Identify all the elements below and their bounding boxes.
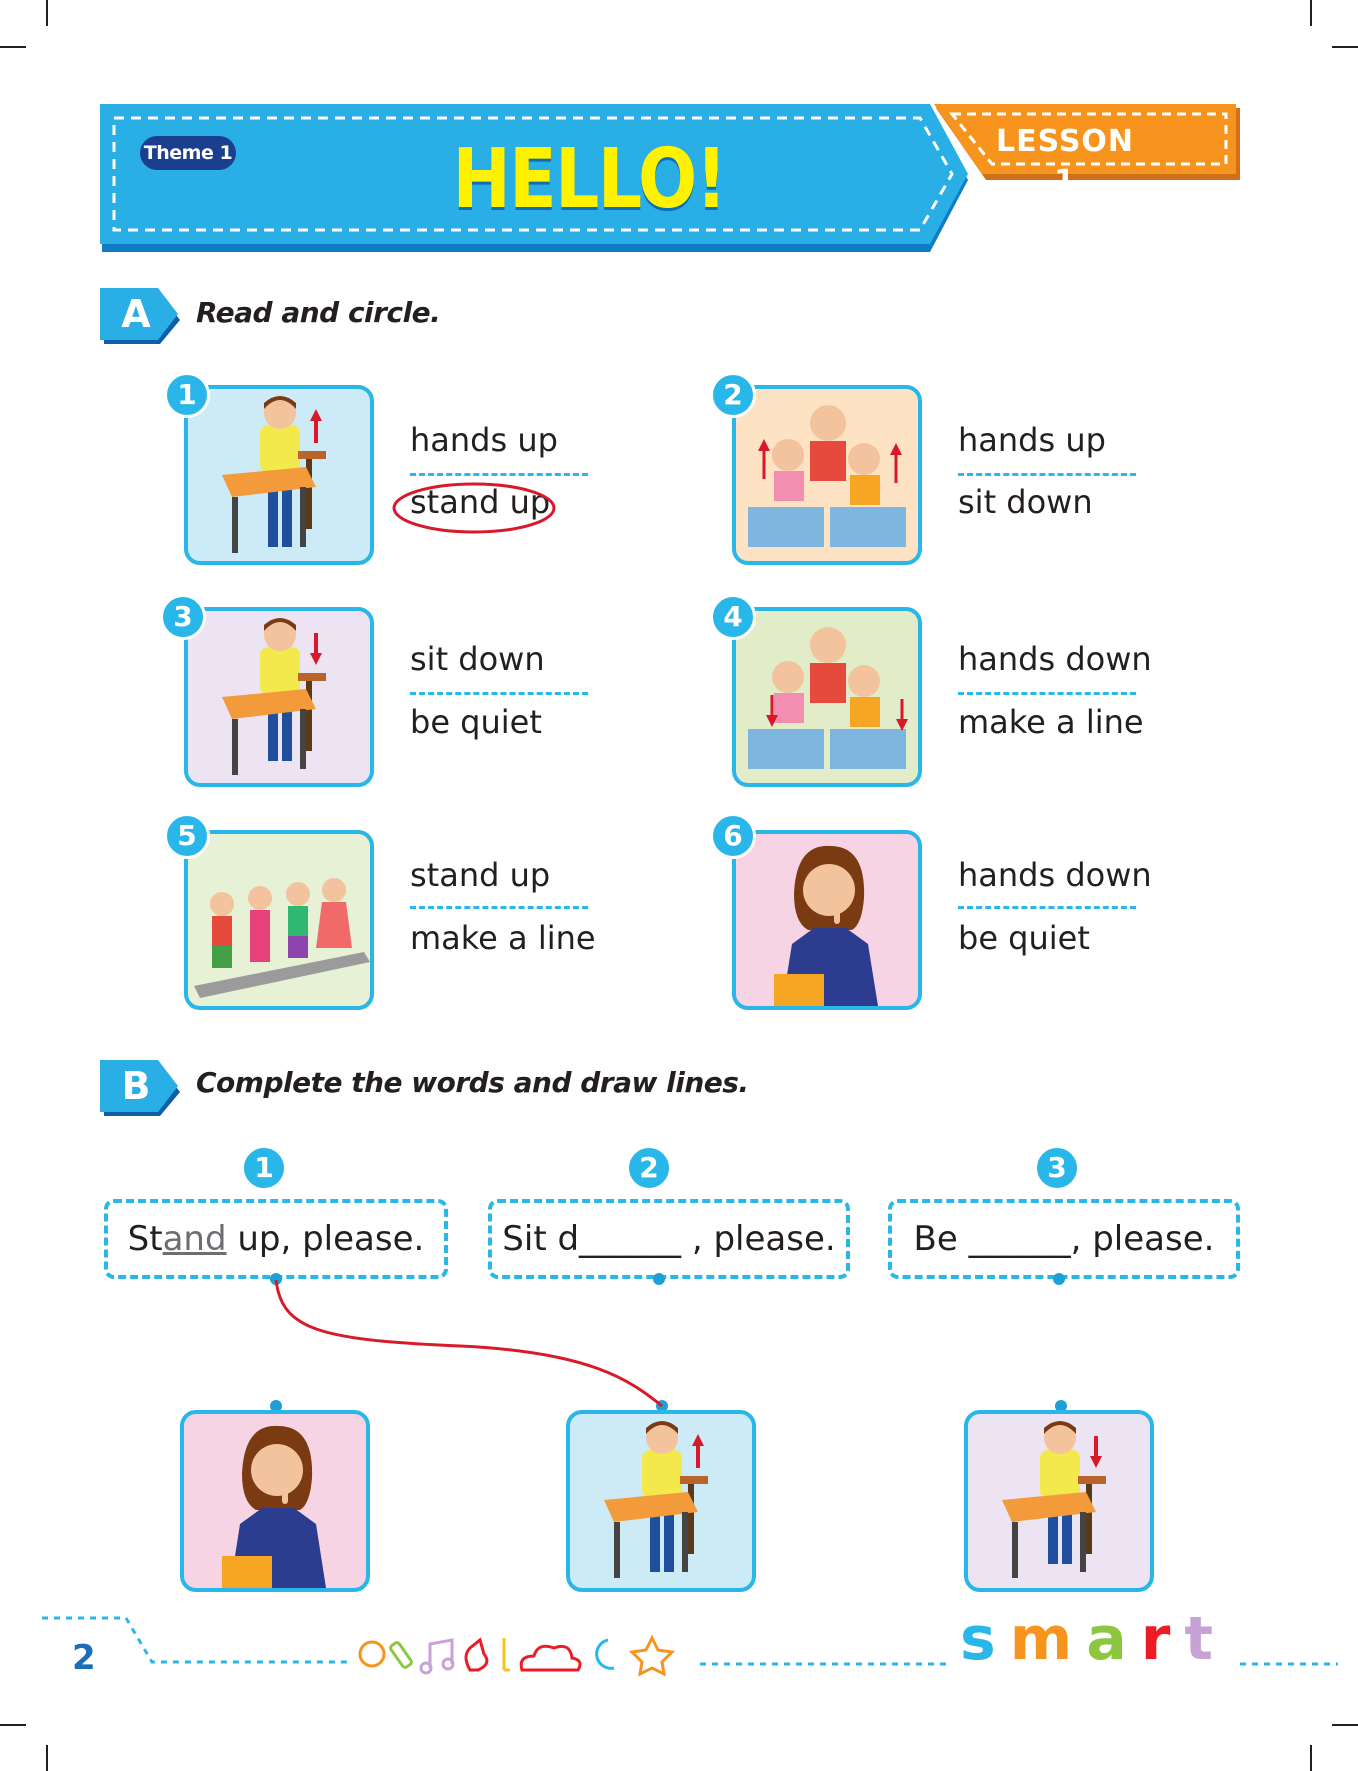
sentence-prefix: Be bbox=[913, 1219, 969, 1259]
page-title: HELLO! bbox=[452, 132, 726, 227]
picture-children-hands-down bbox=[732, 607, 922, 787]
crop-mark bbox=[0, 46, 26, 48]
option-text[interactable]: be quiet bbox=[958, 919, 1090, 957]
brand-letter: s bbox=[960, 1604, 996, 1674]
option-text[interactable]: hands down bbox=[958, 856, 1152, 894]
crop-mark bbox=[1310, 1745, 1312, 1771]
key-icon bbox=[504, 1638, 510, 1670]
divider bbox=[410, 473, 588, 476]
option-text[interactable]: make a line bbox=[410, 919, 596, 957]
sentence-number: 1 bbox=[241, 1145, 287, 1191]
picture-boy-standing-up bbox=[184, 385, 374, 565]
item-number: 5 bbox=[164, 813, 210, 859]
divider bbox=[410, 906, 588, 909]
theme-label: Theme 1 bbox=[140, 136, 236, 170]
flower-icon bbox=[360, 1642, 384, 1666]
sentence-number: 3 bbox=[1034, 1145, 1080, 1191]
picture-boy-standing-up bbox=[566, 1410, 756, 1592]
boy-standing-up-icon bbox=[188, 389, 370, 561]
crop-mark bbox=[1332, 1724, 1358, 1726]
teacher-shush-icon bbox=[736, 834, 918, 1006]
boy-standing-up-icon bbox=[570, 1414, 752, 1588]
crop-mark bbox=[0, 1724, 26, 1726]
item-number: 4 bbox=[710, 594, 756, 640]
option-text[interactable]: hands up bbox=[410, 421, 558, 459]
brand-letter: r bbox=[1140, 1604, 1171, 1674]
option-text[interactable]: stand up bbox=[410, 856, 551, 894]
brand-letter: a bbox=[1086, 1604, 1127, 1674]
option-text[interactable]: be quiet bbox=[410, 703, 542, 741]
item-number: 2 bbox=[710, 372, 756, 418]
picture-children-hands-up bbox=[732, 385, 922, 565]
picture-children-in-line bbox=[184, 830, 374, 1010]
option-text[interactable]: stand up bbox=[410, 483, 551, 521]
divider bbox=[958, 473, 1136, 476]
answer-circle bbox=[388, 478, 560, 542]
brand-letter: m bbox=[1009, 1604, 1073, 1674]
sentence-blank[interactable]: ______ bbox=[579, 1219, 682, 1259]
sentence-prefix: St bbox=[127, 1219, 163, 1259]
option-text[interactable]: sit down bbox=[958, 483, 1093, 521]
children-hands-down-icon bbox=[736, 611, 918, 783]
hand-icon bbox=[466, 1640, 487, 1670]
section-b-instruction: Complete the words and draw lines. bbox=[196, 1066, 749, 1099]
pencil-icon bbox=[389, 1641, 412, 1668]
sentence-blank[interactable]: ______ bbox=[968, 1219, 1071, 1259]
option-text[interactable]: make a line bbox=[958, 703, 1144, 741]
picture-boy-sitting-down bbox=[964, 1410, 1154, 1592]
sentence-suffix: up, please. bbox=[226, 1219, 425, 1259]
sentence-prefix: Sit d bbox=[502, 1219, 580, 1259]
sentence-box-1[interactable] bbox=[104, 1199, 448, 1279]
moon-icon bbox=[597, 1640, 614, 1668]
divider bbox=[958, 692, 1136, 695]
crop-mark bbox=[46, 0, 48, 26]
item-number: 6 bbox=[710, 813, 756, 859]
item-number: 1 bbox=[164, 372, 210, 418]
page-number: 2 bbox=[72, 1638, 96, 1678]
sentence-box-2[interactable] bbox=[488, 1199, 850, 1279]
picture-teacher-shush bbox=[732, 830, 922, 1010]
sentence-number: 2 bbox=[626, 1145, 672, 1191]
crop-mark bbox=[1310, 0, 1312, 26]
brand-letter: t bbox=[1184, 1604, 1214, 1674]
lesson-label: LESSON 1 bbox=[995, 124, 1135, 199]
sentence-dot-3[interactable] bbox=[1053, 1273, 1065, 1285]
section-b-letter: B bbox=[121, 1064, 151, 1108]
boy-sitting-down-icon bbox=[968, 1414, 1150, 1588]
option-text[interactable]: hands down bbox=[958, 640, 1152, 678]
music-note-icon bbox=[421, 1640, 453, 1673]
section-a-letter: A bbox=[121, 292, 151, 336]
option-text[interactable]: sit down bbox=[410, 640, 545, 678]
brand-logo bbox=[960, 1604, 1227, 1674]
cloud-icon bbox=[521, 1646, 580, 1670]
answer-line bbox=[260, 1270, 680, 1414]
crop-mark bbox=[1332, 46, 1358, 48]
item-number: 3 bbox=[160, 594, 206, 640]
section-a-instruction: Read and circle. bbox=[196, 296, 441, 329]
option-text[interactable]: hands up bbox=[958, 421, 1106, 459]
footer-doodles bbox=[352, 1630, 698, 1678]
divider bbox=[410, 692, 588, 695]
divider bbox=[958, 906, 1136, 909]
children-in-line-icon bbox=[188, 834, 370, 1006]
sentence-box-3[interactable] bbox=[888, 1199, 1240, 1279]
crop-mark bbox=[46, 1745, 48, 1771]
teacher-shush-icon bbox=[184, 1414, 366, 1588]
sentence-suffix: , please. bbox=[681, 1219, 836, 1259]
star-icon bbox=[632, 1638, 672, 1674]
sentence-answer: and bbox=[162, 1219, 227, 1259]
boy-sitting-down-icon bbox=[188, 611, 370, 783]
picture-teacher-shush bbox=[180, 1410, 370, 1592]
children-hands-up-icon bbox=[736, 389, 918, 561]
sentence-suffix: , please. bbox=[1070, 1219, 1215, 1259]
picture-boy-sitting-down bbox=[184, 607, 374, 787]
